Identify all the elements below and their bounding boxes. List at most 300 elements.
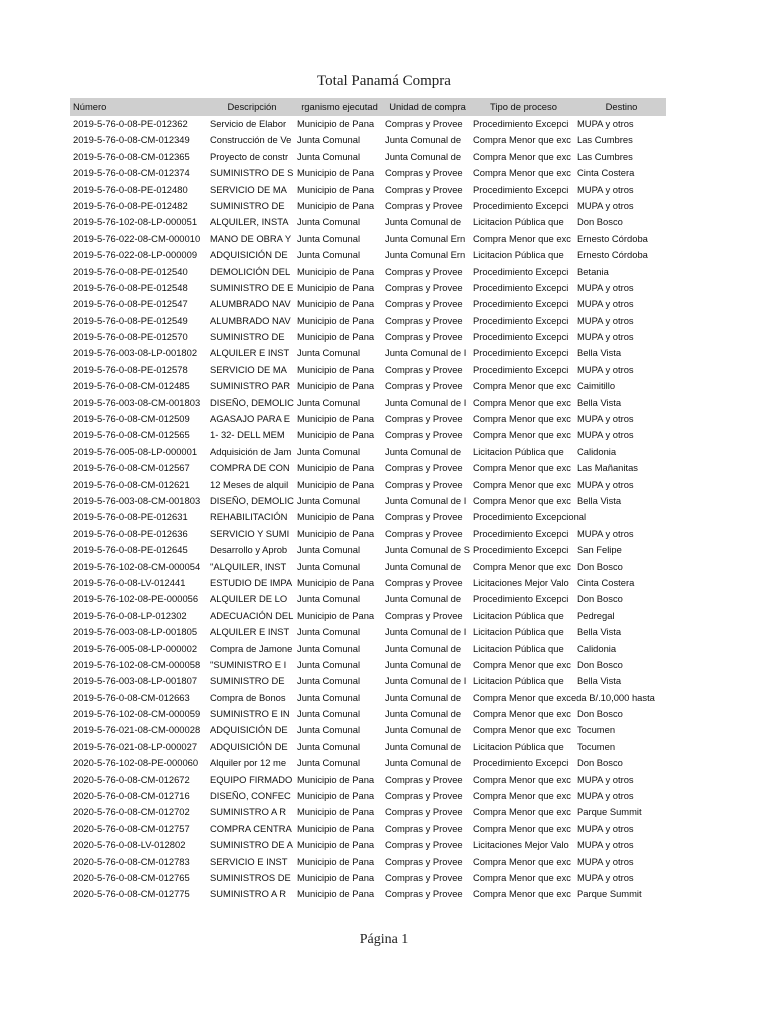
cell-organismo: Municipio de Pana [297, 380, 375, 392]
cell-unidad: Junta Comunal de I [385, 626, 467, 638]
cell-destino: Cinta Costera [577, 576, 635, 588]
table-row [70, 591, 666, 607]
cell-descripcion: ALQUILER E INST [210, 626, 290, 638]
table-row [70, 460, 666, 476]
cell-descripcion: Adquisición de Jam [210, 445, 292, 457]
cell-numero: 2019-5-76-0-08-PE-012362 [73, 118, 188, 129]
cell-destino: Las Mañanitas [577, 462, 638, 474]
cell-destino: Ernesto Córdoba [577, 232, 648, 244]
table-row [70, 854, 666, 870]
cell-unidad: Junta Comunal de I [385, 347, 467, 359]
cell-organismo: Municipio de Pana [297, 773, 375, 785]
cell-descripcion: ALQUILER DE LO [210, 593, 288, 605]
cell-tipo: Procedimiento Excepci [473, 331, 569, 343]
cell-tipo: Procedimiento Excepcional [473, 511, 587, 523]
cell-descripcion: SERVICIO E INST [210, 855, 288, 867]
cell-unidad: Compras y Provee [385, 118, 463, 129]
cell-unidad: Junta Comunal de [385, 150, 462, 162]
cell-descripcion: AGASAJO PARA E [210, 413, 291, 425]
cell-descripcion: Servicio de Elabor [210, 118, 287, 129]
cell-descripcion: Proyecto de constr [210, 150, 289, 162]
table-row [70, 526, 666, 542]
cell-tipo: Procedimiento Excepci [473, 757, 569, 769]
cell-descripcion: "ALQUILER, INST [210, 560, 287, 572]
cell-organismo: Municipio de Pana [297, 855, 375, 867]
cell-destino: Tocumen [577, 724, 616, 736]
cell-numero: 2019-5-76-021-08-CM-000028 [73, 724, 201, 736]
cell-destino: MUPA y otros [577, 790, 634, 802]
cell-unidad: Compras y Provee [385, 298, 463, 310]
table-header [70, 98, 666, 116]
cell-destino: Bella Vista [577, 396, 622, 408]
cell-organismo: Municipio de Pana [297, 281, 375, 293]
cell-organismo: Municipio de Pana [297, 822, 375, 834]
table-row [70, 214, 666, 230]
cell-numero: 2019-5-76-005-08-LP-000002 [73, 642, 198, 654]
cell-unidad: Compras y Provee [385, 822, 463, 834]
cell-tipo: Compra Menor que exc [473, 806, 571, 818]
cell-descripcion: DISEÑO, DEMOLIC [210, 396, 294, 408]
cell-tipo: Procedimiento Excepci [473, 593, 569, 605]
cell-descripcion: EQUIPO FIRMADO [210, 773, 293, 785]
cell-descripcion: SUMINISTRO DE [210, 675, 285, 687]
cell-destino: San Felipe [577, 544, 622, 556]
cell-tipo: Compra Menor que exc [473, 232, 571, 244]
cell-tipo: Compra Menor que exc [473, 560, 571, 572]
cell-tipo: Compra Menor que exc [473, 888, 571, 900]
cell-descripcion: DISEÑO, DEMOLIC [210, 494, 294, 506]
cell-descripcion: SERVICIO Y SUMI [210, 527, 290, 539]
cell-tipo: Procedimiento Excepci [473, 298, 569, 310]
cell-unidad: Compras y Provee [385, 199, 463, 211]
cell-tipo: Licitacion Pública que [473, 216, 564, 228]
cell-unidad: Junta Comunal Ern [385, 232, 466, 244]
table-row [70, 329, 666, 345]
table-row [70, 296, 666, 312]
cell-tipo: Compra Menor que exc [473, 871, 571, 883]
cell-destino [574, 509, 666, 525]
cell-destino: MUPA y otros [577, 871, 634, 883]
cell-numero: 2019-5-76-0-08-CM-012565 [73, 429, 190, 441]
cell-descripcion: ADECUACIÓN DEL [210, 609, 294, 621]
cell-destino: Betania [577, 265, 609, 277]
cell-tipo: Licitacion Pública que [473, 642, 564, 654]
table-row [70, 395, 666, 411]
cell-unidad: Compras y Provee [385, 790, 463, 802]
cell-numero: 2019-5-76-102-08-LP-000051 [73, 216, 198, 228]
cell-descripcion: SUMINISTRO A R [210, 806, 287, 818]
cell-unidad: Compras y Provee [385, 511, 463, 523]
cell-organismo: Junta Comunal [297, 626, 361, 638]
cell-unidad: Junta Comunal Ern [385, 249, 466, 261]
cell-tipo: Licitacion Pública que [473, 609, 564, 621]
cell-tipo: Licitacion Pública que [473, 740, 564, 752]
cell-numero: 2019-5-76-003-08-CM-001803 [73, 494, 201, 506]
cell-destino: Calidonia [577, 642, 617, 654]
cell-unidad: Compras y Provee [385, 855, 463, 867]
cell-tipo: Licitacion Pública que [473, 626, 564, 638]
cell-unidad: Compras y Provee [385, 413, 463, 425]
cell-numero: 2020-5-76-0-08-CM-012702 [73, 806, 190, 818]
cell-tipo: Compra Menor que exc [473, 855, 571, 867]
cell-numero: 2019-5-76-0-08-CM-012365 [73, 150, 190, 162]
table-row [70, 345, 666, 361]
cell-descripcion: SUMINISTRO A R [210, 888, 287, 900]
cell-unidad: Compras y Provee [385, 576, 463, 588]
cell-unidad: Compras y Provee [385, 363, 463, 375]
cell-unidad: Junta Comunal de [385, 691, 462, 703]
table-row [70, 739, 666, 755]
cell-descripcion: SUMINISTROS DE [210, 871, 291, 883]
cell-tipo: Procedimiento Excepci [473, 347, 569, 359]
cell-descripcion: SUMINISTRO E IN [210, 708, 290, 720]
cell-numero: 2019-5-76-0-08-PE-012482 [73, 199, 188, 211]
table-row [70, 755, 666, 771]
cell-unidad: Compras y Provee [385, 183, 463, 195]
cell-numero: 2019-5-76-0-08-CM-012485 [73, 380, 190, 392]
cell-unidad: Junta Comunal de [385, 724, 462, 736]
cell-descripcion: SUMINISTRO DE S [210, 167, 294, 179]
cell-descripcion: ADQUISICIÓN DE [210, 724, 288, 736]
table-row [70, 837, 666, 853]
cell-organismo: Municipio de Pana [297, 806, 375, 818]
cell-descripcion: ALUMBRADO NAV [210, 298, 291, 310]
cell-tipo: Procedimiento Excepci [473, 544, 569, 556]
cell-tipo: Procedimiento Excepci [473, 281, 569, 293]
cell-numero: 2020-5-76-0-08-CM-012757 [73, 822, 190, 834]
table-row [70, 378, 666, 394]
cell-unidad: Junta Comunal de I [385, 494, 467, 506]
table-row [70, 264, 666, 280]
table-row [70, 247, 666, 263]
cell-tipo: Compra Menor que exc [473, 462, 571, 474]
cell-destino: Bella Vista [577, 347, 622, 359]
cell-destino: MUPA y otros [577, 413, 634, 425]
cell-destino: Calidonia [577, 445, 617, 457]
cell-organismo: Junta Comunal [297, 150, 361, 162]
cell-unidad: Compras y Provee [385, 462, 463, 474]
table-row [70, 427, 666, 443]
cell-tipo: Compra Menor que exc [473, 413, 571, 425]
cell-numero: 2019-5-76-0-08-PE-012570 [73, 331, 188, 343]
table-row [70, 165, 666, 181]
cell-organismo: Municipio de Pana [297, 167, 375, 179]
cell-unidad: Junta Comunal de [385, 216, 462, 228]
cell-tipo: Compra Menor que exceda B/.10,000 hasta [473, 691, 655, 703]
cell-destino: MUPA y otros [577, 773, 634, 785]
cell-descripcion: SUMINISTRO PAR [210, 380, 291, 392]
cell-unidad: Compras y Provee [385, 839, 463, 851]
cell-organismo: Municipio de Pana [297, 790, 375, 802]
cell-organismo: Junta Comunal [297, 544, 361, 556]
cell-organismo: Junta Comunal [297, 396, 361, 408]
cell-unidad: Compras y Provee [385, 609, 463, 621]
cell-numero: 2019-5-76-005-08-LP-000001 [73, 445, 198, 457]
cell-tipo: Compra Menor que exc [473, 380, 571, 392]
cell-destino: Parque Summit [577, 806, 642, 818]
header-numero: Número [73, 101, 107, 112]
cell-organismo: Junta Comunal [297, 232, 361, 244]
cell-unidad: Junta Comunal de [385, 658, 462, 670]
cell-destino: Bella Vista [577, 626, 622, 638]
cell-destino: MUPA y otros [577, 822, 634, 834]
cell-tipo: Licitacion Pública que [473, 675, 564, 687]
cell-organismo: Municipio de Pana [297, 576, 375, 588]
cell-descripcion: ALQUILER, INSTA [210, 216, 289, 228]
cell-descripcion: COMPRA DE CON [210, 462, 290, 474]
cell-organismo: Municipio de Pana [297, 888, 375, 900]
cell-unidad: Junta Comunal de [385, 757, 462, 769]
procurement-table [70, 98, 666, 903]
cell-organismo: Municipio de Pana [297, 298, 375, 310]
table-row [70, 362, 666, 378]
table-row [70, 772, 666, 788]
cell-descripcion: SUMINISTRO DE [210, 199, 285, 211]
table-row [70, 608, 666, 624]
cell-destino: Don Bosco [577, 593, 623, 605]
cell-descripcion: ALUMBRADO NAV [210, 314, 291, 326]
cell-descripcion: 12 Meses de alquil [210, 478, 289, 490]
header-tipo: Tipo de proceso [490, 101, 557, 112]
cell-numero: 2019-5-76-0-08-PE-012549 [73, 314, 188, 326]
cell-descripcion: SERVICIO DE MA [210, 183, 287, 195]
cell-unidad: Junta Comunal de [385, 642, 462, 654]
cell-tipo: Procedimiento Excepci [473, 118, 569, 129]
cell-tipo: Licitaciones Mejor Valo [473, 839, 569, 851]
cell-numero: 2020-5-76-0-08-CM-012775 [73, 888, 190, 900]
cell-tipo: Procedimiento Excepci [473, 265, 569, 277]
cell-descripcion: ADQUISICIÓN DE [210, 740, 288, 752]
cell-unidad: Junta Comunal de I [385, 675, 467, 687]
cell-destino: MUPA y otros [577, 363, 634, 375]
cell-descripcion: SUMINISTRO DE E [210, 281, 294, 293]
table-row [70, 313, 666, 329]
cell-organismo: Municipio de Pana [297, 314, 375, 326]
header-destino: Destino [605, 101, 638, 112]
cell-tipo: Procedimiento Excepci [473, 527, 569, 539]
cell-descripcion: SUMINISTRO DE [210, 331, 285, 343]
cell-descripcion: Construcción de Ve [210, 134, 292, 146]
cell-numero: 2019-5-76-0-08-CM-012374 [73, 167, 190, 179]
cell-unidad: Compras y Provee [385, 380, 463, 392]
table-row [70, 706, 666, 722]
cell-unidad: Junta Comunal de S [385, 544, 470, 556]
cell-tipo: Compra Menor que exc [473, 150, 571, 162]
table-row [70, 280, 666, 296]
cell-destino: MUPA y otros [577, 839, 634, 851]
table-row [70, 411, 666, 427]
page-title: Total Panamá Compra [317, 73, 451, 89]
cell-organismo: Junta Comunal [297, 494, 361, 506]
cell-descripcion: Compra de Jamone [210, 642, 293, 654]
cell-numero: 2019-5-76-0-08-LV-012441 [73, 576, 186, 588]
cell-numero: 2019-5-76-022-08-LP-000009 [73, 249, 198, 261]
cell-organismo: Municipio de Pana [297, 839, 375, 851]
cell-organismo: Municipio de Pana [297, 478, 375, 490]
cell-destino: Parque Summit [577, 888, 642, 900]
cell-destino: MUPA y otros [577, 527, 634, 539]
cell-numero: 2019-5-76-0-08-PE-012547 [73, 298, 188, 310]
cell-tipo: Compra Menor que exc [473, 429, 571, 441]
table-row [70, 886, 666, 902]
cell-tipo: Compra Menor que exc [473, 396, 571, 408]
table-body [70, 116, 666, 903]
cell-organismo: Municipio de Pana [297, 462, 375, 474]
cell-organismo: Municipio de Pana [297, 871, 375, 883]
cell-destino: MUPA y otros [577, 314, 634, 326]
cell-tipo: Procedimiento Excepci [473, 199, 569, 211]
table-row [70, 624, 666, 640]
cell-unidad: Compras y Provee [385, 331, 463, 343]
cell-organismo: Junta Comunal [297, 658, 361, 670]
cell-numero: 2019-5-76-102-08-CM-000059 [73, 708, 201, 720]
cell-organismo: Municipio de Pana [297, 429, 375, 441]
page-number: Página 1 [359, 932, 409, 947]
table-row [70, 870, 666, 886]
header-unidad: Unidad de compra [389, 101, 466, 112]
cell-numero: 2019-5-76-0-08-PE-012540 [73, 265, 188, 277]
cell-destino: MUPA y otros [577, 855, 634, 867]
cell-numero: 2019-5-76-003-08-LP-001807 [73, 675, 198, 687]
cell-unidad: Junta Comunal de [385, 134, 462, 146]
cell-destino: MUPA y otros [577, 118, 634, 129]
cell-numero: 2019-5-76-0-08-CM-012663 [73, 691, 190, 703]
cell-organismo: Municipio de Pana [297, 183, 375, 195]
cell-tipo: Licitaciones Mejor Valo [473, 576, 569, 588]
cell-descripcion: 1- 32- DELL MEM [210, 429, 285, 441]
cell-organismo: Junta Comunal [297, 560, 361, 572]
cell-organismo: Junta Comunal [297, 740, 361, 752]
cell-organismo: Junta Comunal [297, 675, 361, 687]
cell-numero: 2020-5-76-102-08-PE-000060 [73, 757, 199, 769]
table-row [70, 542, 666, 558]
cell-numero: 2019-5-76-022-08-CM-000010 [73, 232, 201, 244]
table-row [70, 149, 666, 165]
cell-numero: 2019-5-76-0-08-PE-012578 [73, 363, 188, 375]
cell-destino [574, 690, 666, 706]
cell-destino: MUPA y otros [577, 429, 634, 441]
cell-tipo: Compra Menor que exc [473, 773, 571, 785]
cell-descripcion: SERVICIO DE MA [210, 363, 287, 375]
cell-numero: 2020-5-76-0-08-CM-012765 [73, 871, 190, 883]
cell-organismo: Municipio de Pana [297, 199, 375, 211]
cell-destino: MUPA y otros [577, 281, 634, 293]
table-row [70, 182, 666, 198]
cell-numero: 2019-5-76-0-08-PE-012645 [73, 544, 188, 556]
cell-numero: 2019-5-76-0-08-PE-012631 [73, 511, 188, 523]
cell-destino: MUPA y otros [577, 183, 634, 195]
cell-tipo: Procedimiento Excepci [473, 314, 569, 326]
table-row [70, 673, 666, 689]
cell-descripcion: ADQUISICIÓN DE [210, 249, 288, 261]
cell-descripcion: Alquiler por 12 me [210, 757, 287, 769]
cell-destino: Bella Vista [577, 494, 622, 506]
cell-numero: 2019-5-76-003-08-CM-001803 [73, 396, 201, 408]
cell-numero: 2020-5-76-0-08-CM-012716 [73, 790, 190, 802]
cell-destino: Don Bosco [577, 757, 623, 769]
cell-unidad: Junta Comunal de [385, 560, 462, 572]
cell-unidad: Compras y Provee [385, 429, 463, 441]
cell-unidad: Junta Comunal de [385, 740, 462, 752]
cell-organismo: Municipio de Pana [297, 265, 375, 277]
cell-tipo: Compra Menor que exc [473, 478, 571, 490]
table-row [70, 132, 666, 148]
cell-destino: Pedregal [577, 609, 615, 621]
table-row [70, 575, 666, 591]
cell-organismo: Municipio de Pana [297, 363, 375, 375]
cell-destino: MUPA y otros [577, 199, 634, 211]
cell-organismo: Junta Comunal [297, 347, 361, 359]
cell-tipo: Licitacion Pública que [473, 445, 564, 457]
cell-numero: 2019-5-76-003-08-LP-001802 [73, 347, 198, 359]
header-organismo: rganismo ejecutad [301, 101, 378, 112]
cell-unidad: Junta Comunal de [385, 445, 462, 457]
cell-tipo: Compra Menor que exc [473, 822, 571, 834]
table-row [70, 198, 666, 214]
cell-descripcion: DEMOLICIÓN DEL [210, 265, 291, 277]
cell-tipo: Licitacion Pública que [473, 249, 564, 261]
cell-unidad: Compras y Provee [385, 773, 463, 785]
cell-destino: MUPA y otros [577, 298, 634, 310]
cell-tipo: Compra Menor que exc [473, 658, 571, 670]
table-row [70, 722, 666, 738]
cell-numero: 2019-5-76-0-08-CM-012349 [73, 134, 190, 146]
table-row [70, 821, 666, 837]
cell-organismo: Junta Comunal [297, 708, 361, 720]
table-row [70, 477, 666, 493]
cell-numero: 2019-5-76-0-08-PE-012548 [73, 281, 188, 293]
cell-destino: MUPA y otros [577, 331, 634, 343]
cell-tipo: Compra Menor que exc [473, 494, 571, 506]
cell-numero: 2019-5-76-021-08-LP-000027 [73, 740, 198, 752]
cell-destino: Tocumen [577, 740, 616, 752]
cell-descripcion: COMPRA CENTRA [210, 822, 292, 834]
cell-numero: 2019-5-76-102-08-CM-000058 [73, 658, 201, 670]
cell-numero: 2019-5-76-102-08-CM-000054 [73, 560, 201, 572]
cell-organismo: Junta Comunal [297, 249, 361, 261]
table-row [70, 641, 666, 657]
cell-descripcion: SUMINISTRO DE A [210, 839, 293, 851]
cell-organismo: Junta Comunal [297, 216, 361, 228]
cell-unidad: Compras y Provee [385, 478, 463, 490]
cell-descripcion: Desarrollo y Aprob [210, 544, 288, 556]
table-row [70, 493, 666, 509]
cell-destino: Bella Vista [577, 675, 622, 687]
cell-organismo: Municipio de Pana [297, 118, 375, 129]
cell-numero: 2019-5-76-0-08-CM-012567 [73, 462, 190, 474]
cell-numero: 2019-5-76-0-08-PE-012636 [73, 527, 188, 539]
cell-unidad: Compras y Provee [385, 871, 463, 883]
cell-unidad: Compras y Provee [385, 167, 463, 179]
cell-descripcion: MANO DE OBRA Y [210, 232, 292, 244]
cell-destino: Don Bosco [577, 708, 623, 720]
cell-numero: 2020-5-76-0-08-LV-012802 [73, 839, 186, 851]
cell-unidad: Junta Comunal de [385, 708, 462, 720]
cell-destino: Ernesto Córdoba [577, 249, 648, 261]
table-row [70, 690, 666, 706]
cell-tipo: Procedimiento Excepci [473, 363, 569, 375]
cell-organismo: Junta Comunal [297, 445, 361, 457]
cell-numero: 2019-5-76-0-08-PE-012480 [73, 183, 188, 195]
cell-descripcion: ESTUDIO DE IMPA [210, 576, 293, 588]
table-row [70, 657, 666, 673]
cell-organismo: Junta Comunal [297, 757, 361, 769]
table-row [70, 559, 666, 575]
cell-numero: 2019-5-76-102-08-PE-000056 [73, 593, 199, 605]
cell-tipo: Procedimiento Excepci [473, 183, 569, 195]
cell-organismo: Junta Comunal [297, 134, 361, 146]
cell-numero: 2019-5-76-003-08-LP-001805 [73, 626, 198, 638]
